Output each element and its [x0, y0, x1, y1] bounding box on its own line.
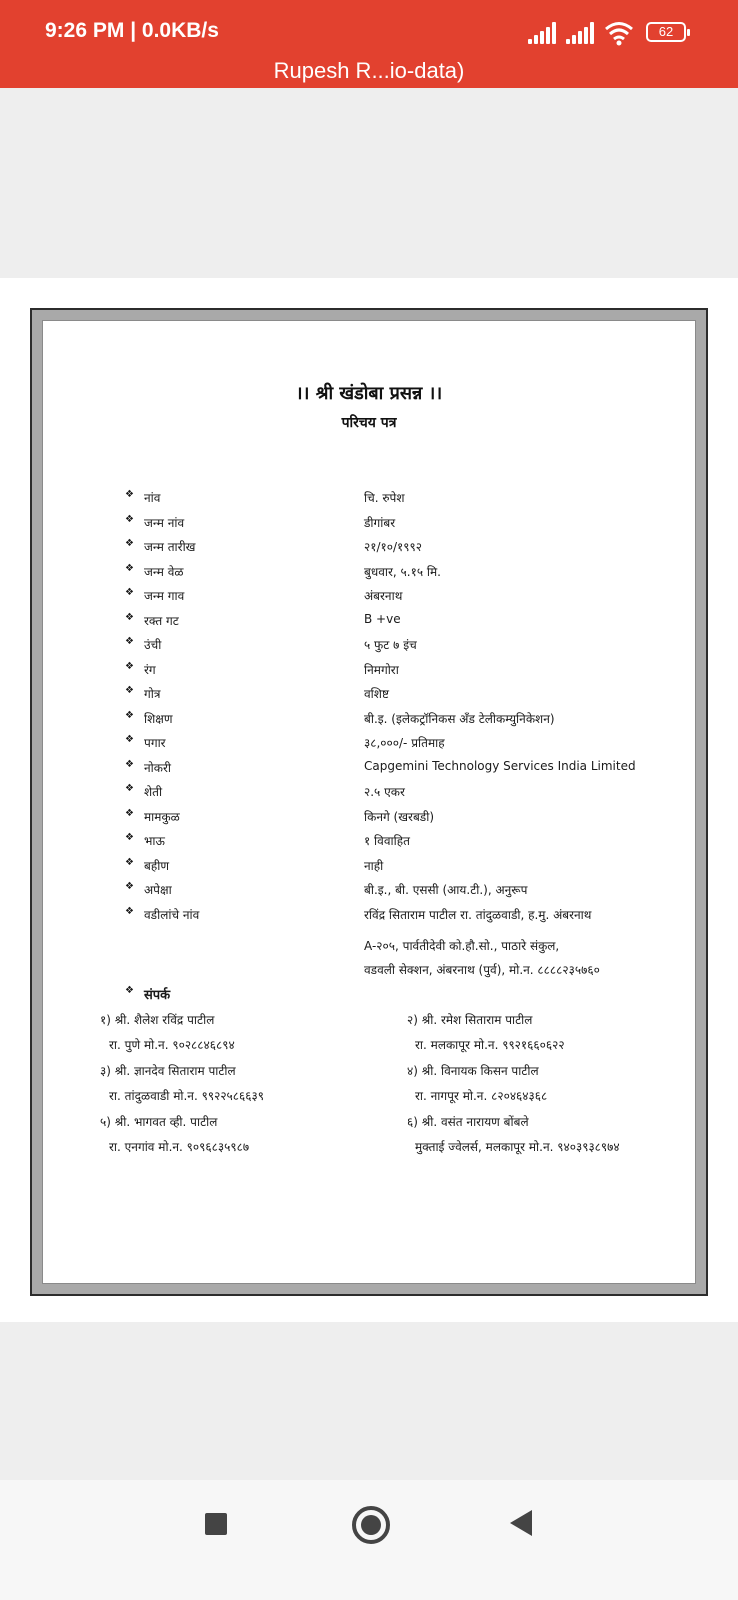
navigation-bar — [0, 1480, 738, 1600]
field-row — [43, 563, 695, 587]
contact-name: ६) श्री. वसंत नारायण बोंबले — [407, 1115, 529, 1129]
field-row — [43, 906, 695, 930]
field-value: वशिष्ट — [364, 687, 389, 701]
bullet-icon: ❖ — [125, 807, 134, 819]
field-row — [43, 857, 695, 881]
bullet-icon: ❖ — [125, 783, 134, 794]
field-value: Capgemini Technology Services India Limited — [364, 758, 636, 773]
field-label: जन्म नांव — [144, 515, 185, 530]
battery-icon: 62 — [646, 22, 686, 42]
bullet-icon: ❖ — [125, 611, 134, 623]
contact-name: १) श्री. शैलेश रविंद्र पाटील — [100, 1013, 215, 1027]
status-bar — [0, 0, 738, 88]
field-row — [43, 881, 695, 905]
bullet-icon: ❖ — [125, 985, 134, 996]
bullet-icon: ❖ — [125, 881, 134, 892]
bullet-icon: ❖ — [125, 685, 134, 696]
status-time: 9:26 PM | 0.0KB/s — [45, 19, 219, 42]
field-label: रंग — [144, 662, 156, 677]
contact-name: ५) श्री. भागवत व्ही. पाटील — [100, 1115, 218, 1129]
field-value: B +ve — [364, 611, 401, 626]
field-value: बी.इ., बी. एससी (आय.टी.), अनुरूप — [364, 883, 528, 897]
bullet-icon: ❖ — [125, 734, 134, 745]
field-row — [43, 612, 695, 636]
field-row — [43, 783, 695, 807]
field-label: शेती — [144, 785, 163, 799]
field-value: डीगांबर — [364, 515, 396, 530]
contact-detail: रा. नागपूर मो.न. ८२०४६४३६८ — [415, 1089, 548, 1103]
field-value: ३८,०००/- प्रतिमाह — [364, 736, 445, 750]
field-label: उंची — [144, 638, 162, 652]
bullet-icon: ❖ — [125, 489, 134, 500]
wifi-icon — [604, 20, 634, 46]
contact-name: ३) श्री. ज्ञानदेव सिताराम पाटील — [100, 1064, 236, 1078]
document-page — [0, 278, 738, 1322]
bullet-icon: ❖ — [125, 832, 134, 843]
contact-detail: रा. एनगांव मो.न. ९०९६८३५९८७ — [109, 1140, 250, 1154]
field-row — [43, 832, 695, 856]
field-value: २.५ एकर — [364, 785, 405, 799]
home-button[interactable] — [352, 1506, 390, 1544]
field-label: जन्म तारीख — [144, 540, 196, 554]
bullet-icon: ❖ — [125, 513, 134, 525]
field-value: २१/१०/१९९२ — [364, 540, 423, 554]
field-label: भाऊ — [144, 834, 165, 848]
field-row — [43, 808, 695, 832]
bullet-icon: ❖ — [125, 587, 134, 598]
bullet-icon: ❖ — [125, 856, 134, 868]
contact-name: २) श्री. रमेश सिताराम पाटील — [407, 1013, 533, 1027]
field-label: अपेक्षा — [144, 883, 172, 897]
field-row — [43, 538, 695, 562]
contact-detail: मुक्ताई ज्वेलर्स, मलकापूर मो.न. ९४०३९३८९७४ — [415, 1140, 620, 1154]
field-value: अंबरनाथ — [364, 589, 403, 603]
field-row — [43, 514, 695, 538]
document-heading: ।। श्री खंडोबा प्रसन्न ।। — [295, 383, 443, 404]
field-row — [43, 685, 695, 709]
field-label: नांव — [144, 491, 161, 505]
field-row — [43, 489, 695, 513]
field-row — [43, 636, 695, 660]
field-label: जन्म गाव — [144, 589, 185, 603]
address-line: A-२०५, पार्वतीदेवी को.हौ.सो., पाठारे संकुल, — [364, 939, 560, 953]
field-value: रविंद्र सिताराम पाटील रा. तांदुळवाडी, ह.मु. अंबरनाथ — [364, 907, 592, 922]
bullet-icon: ❖ — [125, 538, 134, 549]
field-row — [43, 759, 695, 783]
field-label: गोत्र — [144, 687, 161, 701]
field-label: बहीण — [144, 858, 170, 873]
contact-detail: रा. पुणे मो.न. ९०२८८४६८९४ — [109, 1038, 235, 1052]
field-value: नाही — [364, 858, 384, 873]
field-value: निमगोरा — [364, 662, 399, 677]
field-value: बी.इ. (इलेकट्रॉनिकस अँड टेलीकम्युनिकेशन) — [364, 711, 555, 726]
field-row — [43, 587, 695, 611]
recent-apps-button[interactable] — [205, 1513, 227, 1535]
field-label: नोकरी — [144, 760, 172, 775]
back-button[interactable] — [510, 1510, 532, 1536]
contact-title-label: संपर्क — [144, 988, 171, 1003]
bullet-icon: ❖ — [125, 660, 134, 672]
address-line: वडवली सेक्शन, अंबरनाथ (पुर्व), मो.न. ८८८८२३५७६० — [364, 963, 600, 977]
field-value: १ विवाहित — [364, 834, 410, 848]
cellular-signal-icon — [528, 22, 558, 44]
field-label: शिक्षण — [144, 711, 173, 726]
app-title: Rupesh R...io-data) — [273, 58, 465, 83]
bullet-icon: ❖ — [125, 758, 134, 770]
field-label: पगार — [144, 736, 166, 750]
document-frame — [30, 308, 708, 1296]
document-content — [42, 320, 696, 1284]
contact-detail: रा. मलकापूर मो.न. ९९२१६६०६२२ — [415, 1038, 565, 1052]
bullet-icon: ❖ — [125, 905, 134, 917]
field-value: बुधवार, ५.१५ मि. — [364, 564, 441, 579]
field-label: वडीलांचे नांव — [144, 907, 200, 922]
cellular-signal-2-icon — [566, 22, 596, 44]
field-value: किनगे (खरबडी) — [364, 809, 435, 824]
field-row — [43, 661, 695, 685]
field-label: रक्त गट — [144, 613, 179, 628]
bullet-icon: ❖ — [125, 709, 134, 721]
field-value: ५ फुट ७ इंच — [364, 638, 417, 652]
field-row — [43, 734, 695, 758]
contact-detail: रा. तांदुळवाडी मो.न. ९९२२५८६६३९ — [109, 1089, 264, 1103]
field-label: जन्म वेळ — [144, 564, 184, 579]
status-icons — [528, 20, 698, 48]
contact-name: ४) श्री. विनायक किसन पाटील — [407, 1064, 539, 1078]
field-value: चि. रुपेश — [364, 491, 405, 505]
bullet-icon: ❖ — [125, 562, 134, 574]
field-row — [43, 710, 695, 734]
bullet-icon: ❖ — [125, 636, 134, 647]
document-subheading: परिचय पत्र — [341, 415, 397, 431]
field-label: मामकुळ — [144, 809, 180, 824]
